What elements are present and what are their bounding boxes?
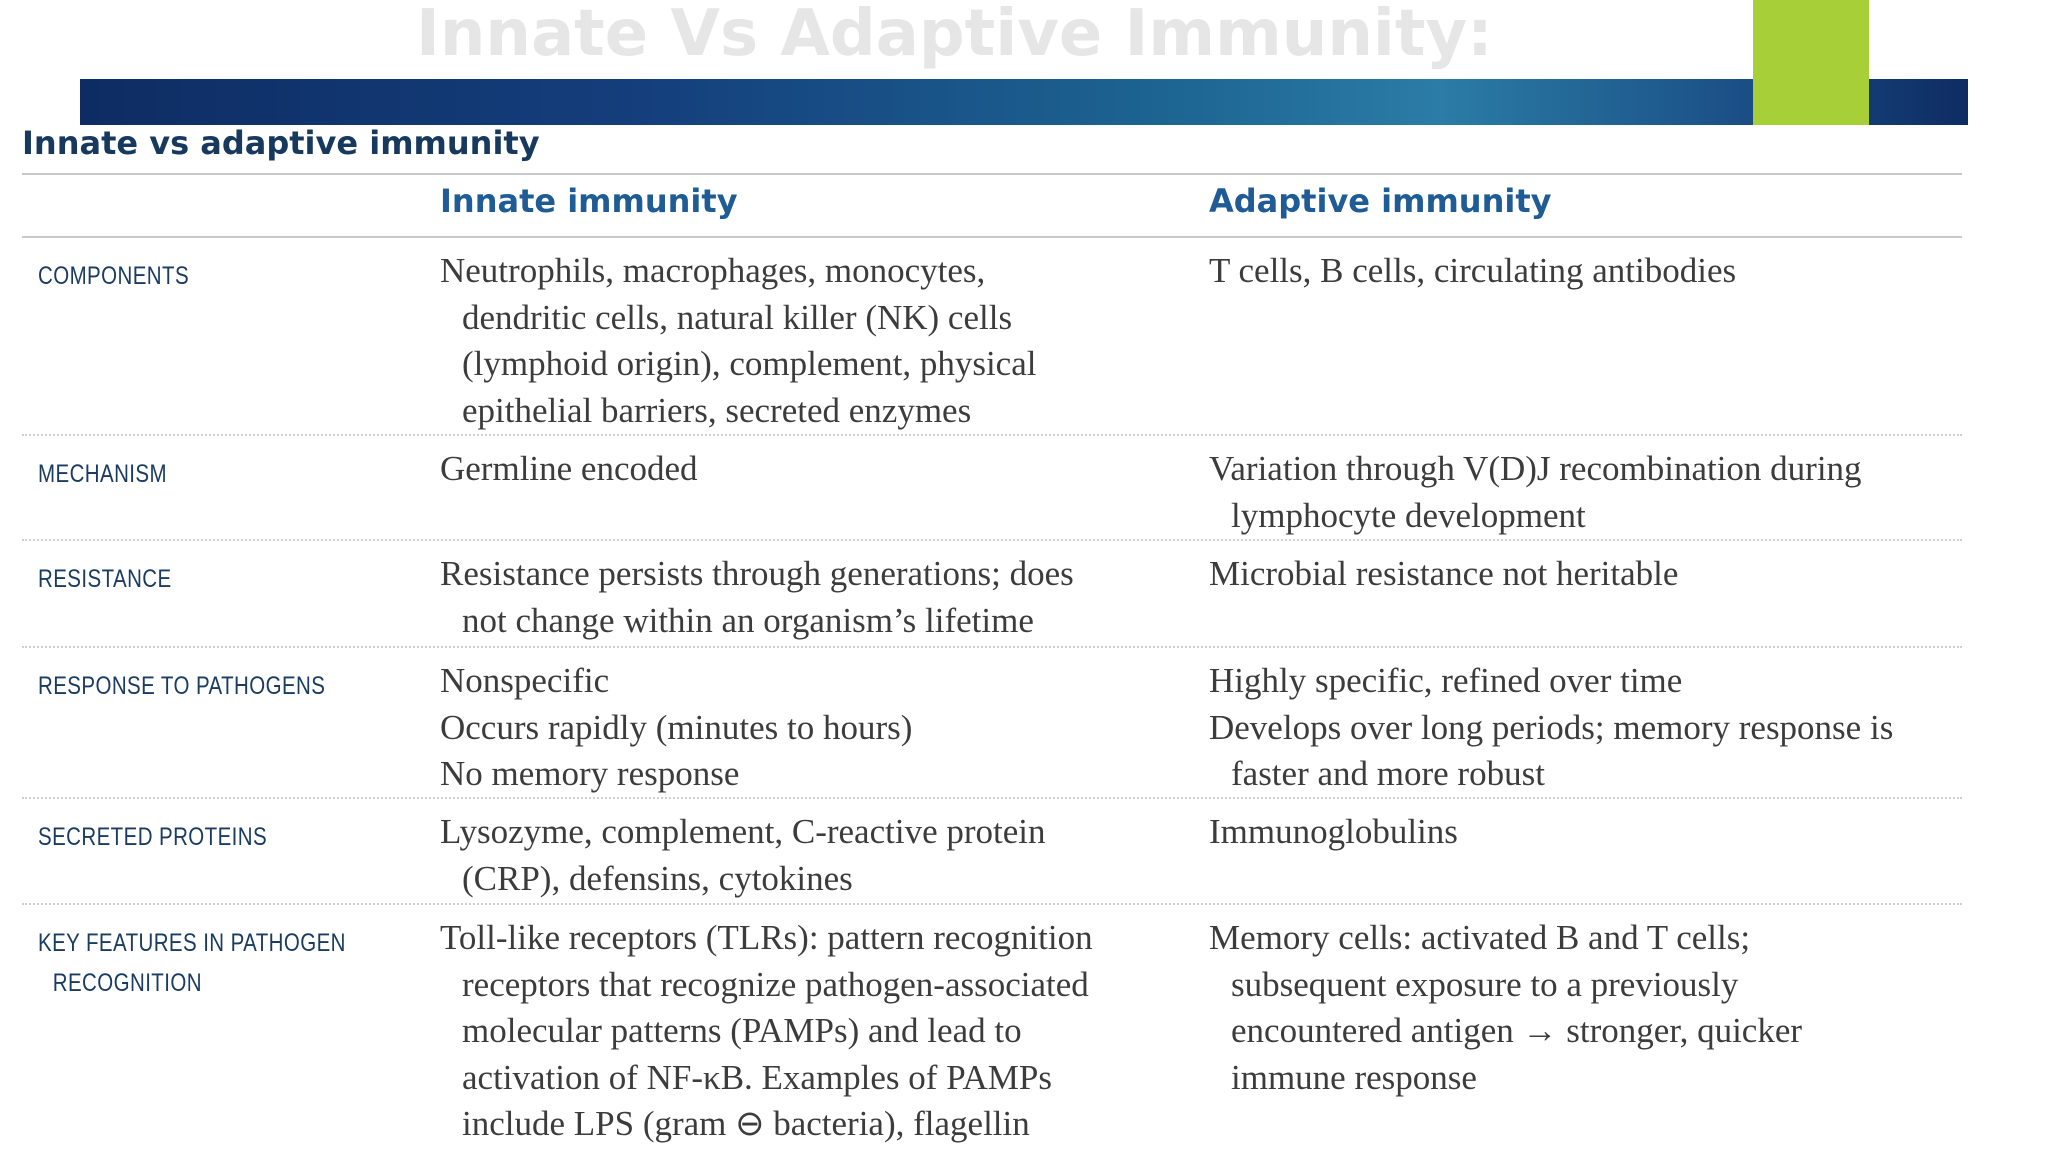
innate-cell <box>440 446 1200 493</box>
cell-line: Variation through V(D)J recombination during <box>1209 449 1862 488</box>
row-label-line: RECOGNITION <box>52 969 202 997</box>
innate-cell <box>440 658 1200 798</box>
cell-line: Resistance persists through generations; does <box>440 554 1074 593</box>
cell-line: lymphocyte development <box>1231 495 1586 535</box>
cell-line: subsequent exposure to a previously <box>1231 964 1739 1004</box>
table-top-rule <box>22 173 1962 175</box>
header-bar <box>80 79 1968 125</box>
cell-line: epithelial barriers, secreted enzymes <box>462 390 972 430</box>
adaptive-cell <box>1209 809 1969 856</box>
row-label-line: RESISTANCE <box>38 565 172 593</box>
column-header-innate: Innate immunity <box>440 182 738 220</box>
row-label <box>38 923 366 1003</box>
adaptive-cell <box>1209 551 1969 598</box>
cell-line: immune response <box>1231 1057 1477 1097</box>
cell-line: Occurs rapidly (minutes to hours) <box>440 707 913 747</box>
cell-line: include LPS (gram ⊖ bacteria), flagellin <box>462 1104 1030 1143</box>
accent-block <box>1753 0 1869 125</box>
cell-line: Toll-like receptors (TLRs): pattern recognition <box>440 918 1093 957</box>
cell-line: faster and more robust <box>1231 754 1545 793</box>
row-label-line: RESPONSE TO PATHOGENS <box>38 672 326 700</box>
cell-line: (lymphoid origin), complement, physical <box>462 344 1037 383</box>
row-label <box>38 559 366 599</box>
table-row-secreted-proteins <box>22 799 1962 905</box>
cell-line: Immunoglobulins <box>1209 812 1458 851</box>
adaptive-cell <box>1209 658 1969 798</box>
row-label-line: KEY FEATURES IN PATHOGEN <box>38 929 346 957</box>
table-row-response-to-pathogens <box>22 648 1962 799</box>
cell-line: Highly specific, refined over time <box>1209 661 1683 700</box>
cell-line: T cells, B cells, circulating antibodies <box>1209 251 1737 290</box>
cell-line: (CRP), defensins, cytokines <box>462 858 853 898</box>
column-header-adaptive: Adaptive immunity <box>1209 182 1552 220</box>
adaptive-cell <box>1209 915 1969 1101</box>
row-label <box>38 817 366 857</box>
cell-line: No memory response <box>440 754 740 793</box>
row-label <box>38 454 366 494</box>
table-row-resistance <box>22 541 1962 648</box>
slide-title: Innate Vs Adaptive Immunity: <box>416 0 1493 71</box>
row-label-line: MECHANISM <box>38 460 167 488</box>
cell-line: not change within an organism’s lifetime <box>462 600 1034 640</box>
row-label <box>38 256 366 296</box>
table-row-mechanism <box>22 436 1962 541</box>
row-label <box>38 666 366 706</box>
row-label-line: COMPONENTS <box>38 262 190 290</box>
cell-line: Lysozyme, complement, C-reactive protein <box>440 812 1046 851</box>
row-label-line: SECRETED PROTEINS <box>38 823 268 851</box>
cell-line: dendritic cells, natural killer (NK) cells <box>462 297 1013 337</box>
table-row-components <box>22 238 1962 436</box>
cell-line: Microbial resistance not heritable <box>1209 554 1679 593</box>
innate-cell <box>440 809 1200 902</box>
cell-line: Memory cells: activated B and T cells; <box>1209 918 1751 957</box>
cell-line: Nonspecific <box>440 661 610 700</box>
table-row-key-features <box>22 905 1962 1152</box>
cell-line: receptors that recognize pathogen-associated <box>462 964 1089 1004</box>
table-caption: Innate vs adaptive immunity <box>22 124 540 162</box>
cell-line: encountered antigen → stronger, quicker <box>1231 1011 1803 1050</box>
innate-cell <box>440 551 1200 644</box>
cell-line: molecular patterns (PAMPs) and lead to <box>462 1011 1022 1050</box>
adaptive-cell <box>1209 446 1969 539</box>
adaptive-cell <box>1209 248 1969 295</box>
innate-cell <box>440 248 1200 434</box>
cell-line: Develops over long periods; memory response is <box>1209 707 1894 747</box>
cell-line: Neutrophils, macrophages, monocytes, <box>440 251 986 290</box>
innate-cell <box>440 915 1200 1148</box>
cell-line: activation of NF-κB. Examples of PAMPs <box>462 1057 1052 1097</box>
cell-line: Germline encoded <box>440 449 698 488</box>
